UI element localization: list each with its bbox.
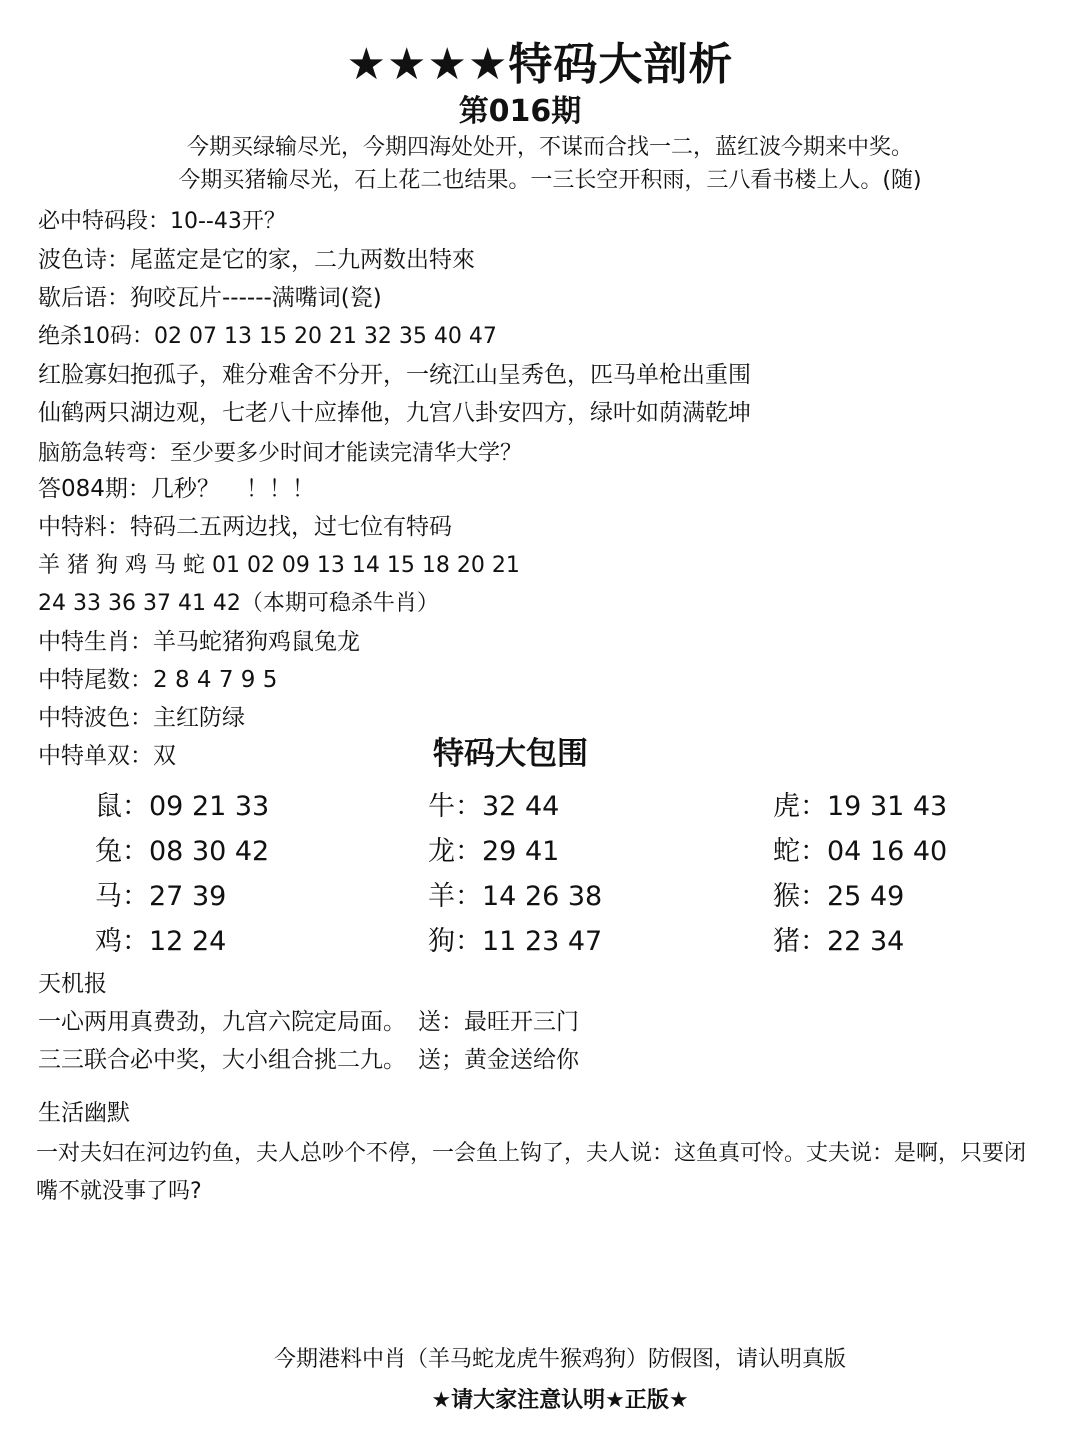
- zodiac-cell: 猴：25 49: [773, 881, 905, 912]
- tianji-line-1: [38, 1005, 579, 1039]
- zodiac-cell: 马：27 39: [95, 881, 227, 912]
- tianji-title: 天机报: [38, 971, 107, 997]
- zodiac-cell: 鸡：12 24: [95, 926, 227, 957]
- tianji-text-1: 一心两用真费劲，九宫六院定局面。: [38, 1009, 406, 1035]
- wave-poem: 波色诗：尾蓝定是它的家，二九两数出特來: [38, 247, 475, 273]
- zodiac-cell: 龙：29 41: [428, 836, 560, 867]
- zodiac-cell: 鼠：09 21 33: [95, 791, 270, 822]
- zodiac-cell: 蛇：04 16 40: [773, 836, 948, 867]
- riddle: 脑筋急转弯：至少要多少时间才能读完清华大学？: [38, 441, 523, 466]
- zodiac-cell: 狗：11 23 47: [428, 926, 603, 957]
- tianji-gift-2: 送；黄金送给你: [418, 1047, 579, 1073]
- footer-authentic: ★请大家注意认明★正版★: [431, 1388, 689, 1413]
- answer-marks: ！！！: [245, 476, 315, 502]
- special-zodiac: 中特生肖：羊马蛇猪狗鸡鼠兔龙: [38, 629, 360, 655]
- poem-line-1: 红脸寡妇抱孤子，难分难舍不分开，一统江山呈秀色，匹马单枪出重围: [38, 362, 751, 388]
- footer-notice: 今期港料中肖（羊马蛇龙虎牛猴鸡狗）防假图，请认明真版: [273, 1347, 846, 1372]
- kill-ten-numbers: 绝杀10码：02 07 13 15 20 21 32 35 40 47: [38, 324, 497, 349]
- intro-line-2: 今期买猪输尽光，石上花二也结果。一三长空开积雨，三八看书楼上人。(随): [178, 168, 922, 193]
- special-segment: 必中特码段：10--43开？: [38, 209, 286, 234]
- special-material: 中特料：特码二五两边找，过七位有特码: [38, 514, 452, 540]
- zodiac-cell: 牛：32 44: [428, 791, 560, 822]
- zodiac-cell: 虎：19 31 43: [773, 791, 948, 822]
- page-title: ★★★★特码大剖析: [346, 39, 734, 90]
- zodiac-cell: 兔：08 30 42: [95, 836, 270, 867]
- intro-line-1: 今期买绿输尽光，今期四海处处开，不谋而合找一二，蓝红波今期来中奖。: [186, 135, 913, 160]
- numbers-line-1: 羊 猪 狗 鸡 马 蛇 01 02 09 13 14 15 18 20 21: [38, 553, 520, 578]
- humor-text: 一对夫妇在河边钓鱼，夫人总吵个不停，一会鱼上钩了，夫人说：这鱼真可怜。丈夫说：是啊，只要闭嘴不就没事了吗?: [36, 1141, 1027, 1204]
- tianji-line-2: [38, 1043, 579, 1077]
- answer-label: 答084期：几秒？: [38, 476, 220, 502]
- humor-title: 生活幽默: [38, 1100, 130, 1126]
- tianji-text-2: 三三联合必中奖，大小组合挑二九。: [38, 1047, 406, 1073]
- special-odd-even: 中特单双：双: [38, 743, 176, 769]
- numbers-line-2: 24 33 36 37 41 42（本期可稳杀牛肖）: [38, 591, 439, 616]
- encirclement-title: 特码大包围: [433, 736, 588, 772]
- tianji-gift-1: 送：最旺开三门: [418, 1009, 579, 1035]
- poem-line-2: 仙鹤两只湖边观，七老八十应捧他，九宫八卦安四方，绿叶如荫满乾坤: [38, 400, 751, 426]
- zodiac-cell: 羊：14 26 38: [428, 881, 603, 912]
- riddle-answer: [38, 472, 315, 506]
- zodiac-cell: 猪：22 34: [773, 926, 905, 957]
- xiehouyu: 歇后语：狗咬瓦片------满嘴词(瓷): [38, 285, 382, 311]
- special-wave-color: 中特波色：主红防绿: [38, 705, 245, 731]
- encirclement-grid: [95, 786, 995, 962]
- special-tail: 中特尾数：2 8 4 7 9 5: [38, 667, 278, 693]
- issue-number: 第016期: [458, 94, 582, 129]
